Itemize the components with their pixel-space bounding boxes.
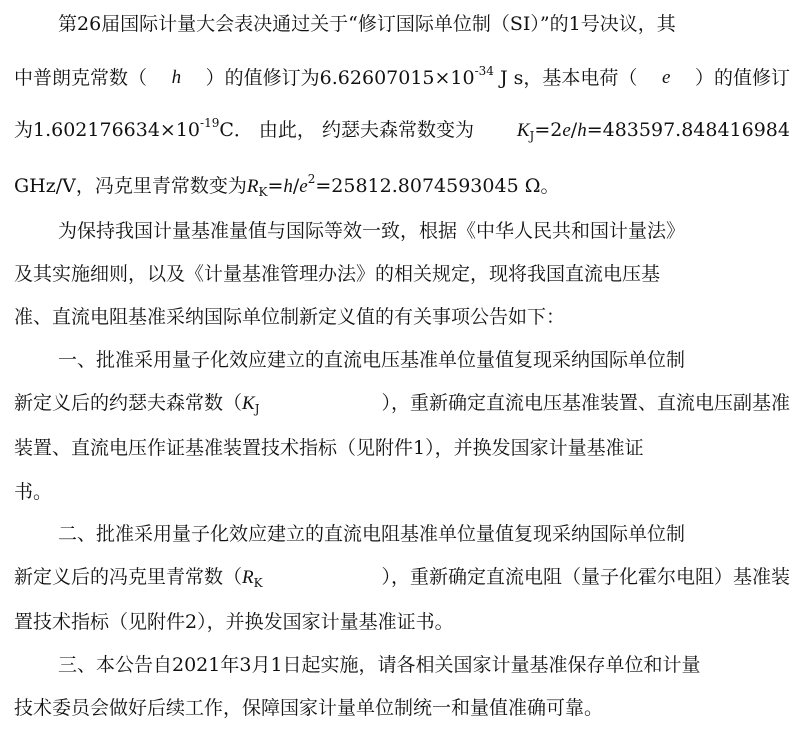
josephson-e: e: [562, 120, 571, 141]
klitzing-subscript-2: K: [253, 576, 263, 590]
p4-line-1-text: 二、批准采用量子化效应建立的直流电阻基准单位量值复现采纳国际单位制: [58, 523, 686, 545]
p4-line-2-text-b: ），重新确定直流电阻（量子化霍尔电阻）基准装: [381, 566, 790, 588]
p2-line-1: [58, 219, 790, 243]
p4-line-2-group-a: [14, 565, 263, 590]
p5-line-2: [14, 696, 790, 720]
p3-line-2-group-a: [14, 391, 260, 416]
p5-line-1: [58, 653, 790, 677]
josephson-symbol-2: K: [242, 393, 255, 414]
planck-symbol: h: [171, 67, 182, 88]
p4-line-1: [58, 522, 790, 546]
p2-line-2-text: 及其实施细则，以及《计量基准管理办法》的相关规定，现将我国直流电压基: [14, 263, 661, 285]
klitzing-value: =25812.8074593045 Ω。: [315, 175, 560, 197]
p2-line-2: [14, 262, 790, 286]
josephson-value: =483597.848416984: [586, 119, 790, 141]
p3-line-3: [14, 436, 790, 460]
josephson-formula: [517, 118, 790, 143]
p3-line-1: [58, 348, 790, 372]
p1-line-3-text-a: 为1.602176634×10: [14, 119, 201, 141]
p1-line-2-text-c: J s，基本电荷（: [493, 67, 638, 89]
p5-line-1-text: 三、本公告自2021年3月1日起实施，请各相关国家计量基准保存单位和计量: [58, 654, 701, 676]
josephson-subscript: J: [529, 129, 535, 143]
p1-line-2-text-b: ）的值修订为6.62607015×10: [205, 67, 475, 89]
p5-line-2-text: 技术委员会做好后续工作，保障国家计量单位制统一和量值准确可靠。: [14, 697, 604, 719]
p3-line-4-text: 书。: [14, 481, 53, 503]
p1-line-3: [14, 118, 790, 143]
klitzing-formula: [247, 174, 560, 199]
charge-symbol: e: [661, 67, 671, 88]
josephson-h: h: [577, 120, 587, 141]
p3-line-2-text-a: 新定义后的约瑟夫森常数（: [14, 392, 243, 414]
p3-line-4: [14, 480, 790, 504]
p3-line-1-text: 一、批准采用量子化效应建立的直流电压基准单位量值复现采纳国际单位制: [58, 349, 686, 371]
p2-line-1-text: 为保持我国计量基准量值与国际等效一致，根据《中华人民共和国计量法》: [58, 220, 686, 242]
p1-line-3-group-a: [14, 118, 480, 143]
josephson-symbol: K: [516, 120, 530, 141]
p3-line-2-text-b: ），重新确定直流电压基准装置、直流电压副基准: [381, 392, 790, 414]
p1-line-4-text-a: GHz/V，冯克里青常数变为: [14, 175, 247, 197]
josephson-eq: =2: [534, 119, 563, 141]
p1-line-4: [14, 174, 790, 199]
klitzing-slash: /: [292, 175, 300, 197]
p1-line-1-text: 第26届国际计量大会表决通过关于“修订国际单位制（SI）”的1号决议，其: [58, 13, 676, 35]
p3-line-3-text: 装置、直流电压作证基准装置技术指标（见附件1），并换发国家计量基准证: [14, 437, 644, 459]
p4-line-3-text: 置技术指标（见附件2），并换发国家计量基准证书。: [14, 611, 454, 633]
p1-line-2-group-b: [206, 66, 638, 90]
klitzing-symbol-2: R: [242, 567, 254, 588]
p1-line-2-text-d: ）的值修订: [694, 67, 790, 89]
p4-line-3: [14, 610, 790, 634]
p2-line-3-text: 准、直流电阻基准采纳国际单位制新定义值的有关事项公告如下：: [14, 306, 566, 328]
p1-line-1: [58, 12, 790, 36]
klitzing-subscript: K: [258, 185, 268, 199]
p4-line-2: [14, 565, 790, 590]
p4-line-2-text-a: 新定义后的冯克里青常数（: [14, 566, 243, 588]
klitzing-h: h: [283, 176, 293, 197]
josephson-slash: /: [570, 119, 578, 141]
planck-exponent: -34: [474, 64, 494, 78]
p1-line-2: [14, 66, 790, 90]
klitzing-symbol: R: [246, 176, 259, 197]
klitzing-e: e: [299, 176, 308, 197]
charge-exponent: -19: [200, 116, 220, 130]
p2-line-3: [14, 305, 790, 329]
p1-line-3-text-b: C． 由此， 约瑟夫森常数变为: [219, 119, 481, 141]
p1-line-2-text-a: 中普朗克常数（: [14, 67, 148, 89]
klitzing-exponent: 2: [307, 172, 316, 186]
klitzing-eq: =: [267, 175, 284, 197]
p3-line-2: [14, 391, 790, 416]
josephson-subscript-2: J: [254, 402, 260, 416]
